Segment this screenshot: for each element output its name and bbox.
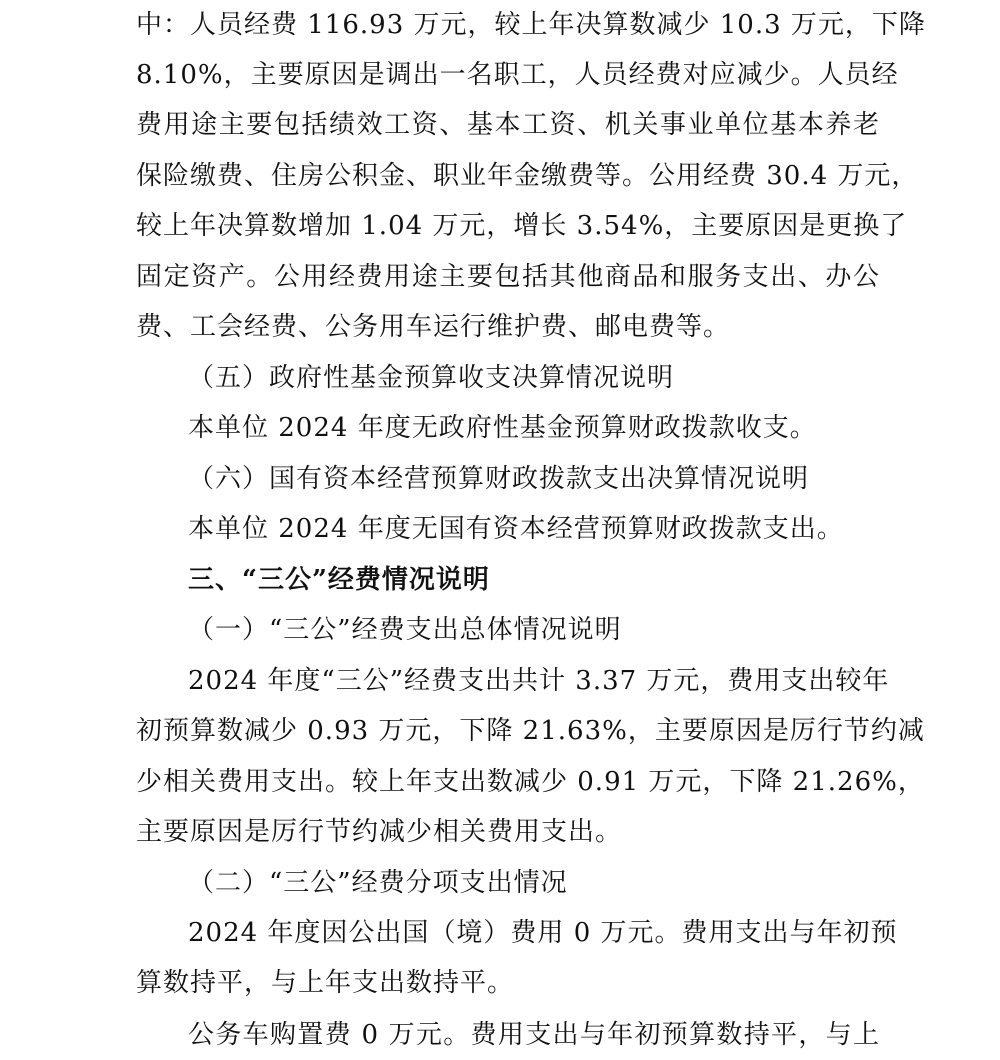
text-line: 保险缴费、住房公积金、职业年金缴费等。公用经费 30.4 万元， [136, 161, 919, 191]
text-line: 2024 年度因公出国（境）费用 0 万元。费用支出与年初预 [188, 918, 898, 948]
text-line: 8.10%，主要原因是调出一名职工，人员经费对应减少。人员经 [136, 60, 899, 90]
text-line: 固定资产。公用经费用途主要包括其他商品和服务支出、办公 [136, 262, 880, 292]
section-heading: （二）“三公”经费分项支出情况 [188, 868, 568, 898]
text-line: 少相关费用支出。较上年支出数减少 0.91 万元，下降 21.26%， [136, 767, 925, 797]
text-line: 公务车购置费 0 万元。费用支出与年初预算数持平，与上 [188, 1020, 880, 1050]
text-line: 2024 年度“三公”经费支出共计 3.37 万元，费用支出较年 [188, 666, 890, 696]
text-line: 主要原因是厉行节约减少相关费用支出。 [136, 817, 623, 847]
text-line: 中：人员经费 116.93 万元，较上年决算数减少 10.3 万元，下降 [136, 10, 926, 40]
text-line: 费用途主要包括绩效工资、基本工资、机关事业单位基本养老 [136, 110, 880, 140]
text-line: 费、工会经费、公务用车运行维护费、邮电费等。 [136, 312, 731, 342]
section-heading: （五）政府性基金预算收支决算情况说明 [188, 363, 675, 393]
text-line: 初预算数减少 0.93 万元，下降 21.63%，主要原因是厉行节约减 [136, 716, 925, 746]
text-line: 本单位 2024 年度无国有资本经营预算财政拨款支出。 [188, 514, 844, 544]
text-line: 较上年决算数增加 1.04 万元，增长 3.54%，主要原因是更换了 [136, 211, 908, 241]
section-heading: （六）国有资本经营预算财政拨款支出决算情况说明 [188, 464, 810, 494]
text-line: 算数持平，与上年支出数持平。 [136, 968, 515, 998]
section-heading: （一）“三公”经费支出总体情况说明 [188, 615, 622, 645]
chapter-heading: 三、“三公”经费情况说明 [188, 565, 490, 595]
text-line: 本单位 2024 年度无政府性基金预算财政拨款收支。 [188, 413, 817, 443]
